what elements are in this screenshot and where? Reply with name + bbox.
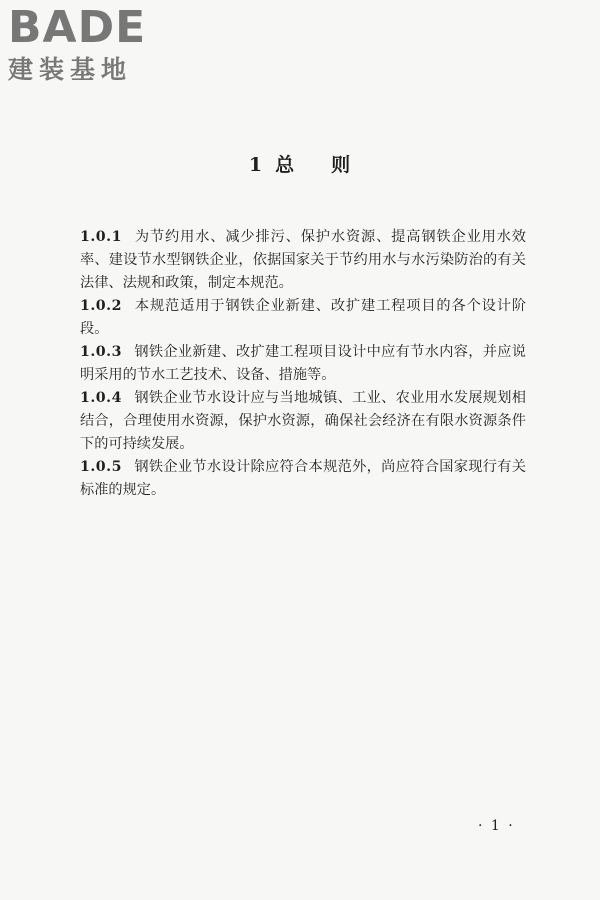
chapter-title-part1: 总 xyxy=(275,154,296,176)
chapter-title xyxy=(0,150,600,177)
clause-text: 钢铁企业新建、改扩建工程项目设计中应有节水内容，并应说明采用的节水工艺技术、设备、措施等。 xyxy=(80,344,526,383)
page-number: · 1 · xyxy=(478,818,515,834)
clause-item xyxy=(80,295,526,341)
clause-number: 1.0.4 xyxy=(80,390,122,406)
clause-number: 1.0.5 xyxy=(80,459,122,475)
clause-item xyxy=(80,341,526,387)
chapter-number: 1 xyxy=(248,154,264,176)
clause-number: 1.0.2 xyxy=(80,298,122,314)
clause-text: 为节约用水、减少排污、保护水资源、提高钢铁企业用水效率、建设节水型钢铁企业，依据国家关于节约用水与水污染防治的有关法律、法规和政策，制定本规范。 xyxy=(80,229,526,291)
clause-number: 1.0.3 xyxy=(80,344,122,360)
clause-item xyxy=(80,226,526,295)
clause-text: 钢铁企业节水设计应与当地城镇、工业、农业用水发展规划相结合，合理使用水资源，保护水资源，确保社会经济在有限水资源条件下的可持续发展。 xyxy=(80,390,526,452)
chapter-title-part2: 则 xyxy=(331,154,352,176)
watermark-logo xyxy=(8,4,178,86)
clause-text: 钢铁企业节水设计除应符合本规范外，尚应符合国家现行有关标准的规定。 xyxy=(80,459,526,498)
clause-item xyxy=(80,456,526,502)
logo-wordmark: BADE xyxy=(8,2,147,53)
clause-list xyxy=(80,226,526,502)
clause-text: 本规范适用于钢铁企业新建、改扩建工程项目的各个设计阶段。 xyxy=(80,298,526,337)
clause-number: 1.0.1 xyxy=(80,229,122,245)
clause-item xyxy=(80,387,526,456)
logo-subtitle: 建装基地 xyxy=(8,55,133,84)
